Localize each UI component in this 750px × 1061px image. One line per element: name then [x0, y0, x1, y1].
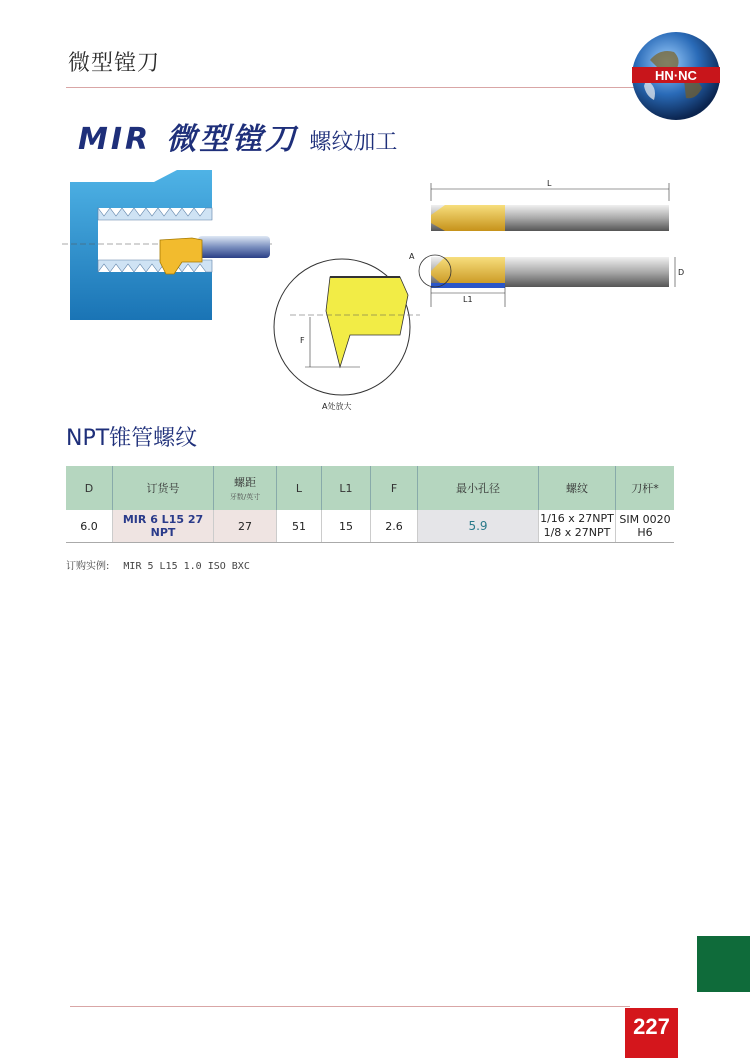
header-min-hole: 最小孔径	[418, 466, 539, 510]
cell-order-no: MIR 6 L15 27 NPT	[113, 510, 214, 543]
label-f: F	[300, 336, 305, 345]
tool-dimension-illustration	[405, 175, 695, 320]
cell-f: 2.6	[371, 510, 418, 543]
order-example-value: MIR 5 L15 1.0 ISO BXC	[123, 561, 250, 572]
globe-logo	[630, 30, 722, 122]
cell-thread	[539, 510, 616, 543]
detail-a-illustration	[270, 255, 420, 415]
header-order-no: 订货号	[113, 466, 214, 510]
label-d: D	[678, 268, 685, 277]
label-l: L	[547, 179, 552, 188]
header-pitch	[214, 466, 277, 510]
section-title: 微型镗刀	[68, 51, 161, 76]
logo-text: HN·NC	[655, 68, 697, 83]
cell-d: 6.0	[66, 510, 113, 543]
cell-min-hole: 5.9	[418, 510, 539, 543]
page-number: 227	[625, 1008, 678, 1058]
cell-shank: SIM 0020 H6	[616, 510, 675, 543]
cell-pitch: 27	[214, 510, 277, 543]
header-d: D	[66, 466, 113, 510]
detail-caption: A处放大	[322, 402, 352, 411]
thread-line-1: 1/16 x 27NPT	[540, 512, 614, 525]
model-name: MIR	[78, 122, 152, 157]
order-example	[66, 557, 250, 572]
table-row	[66, 510, 674, 543]
product-name: 微型镗刀	[166, 122, 299, 157]
label-l1: L1	[463, 295, 473, 304]
header-f: F	[371, 466, 418, 510]
cell-l: 51	[277, 510, 322, 543]
header-l1: L1	[322, 466, 371, 510]
thread-cross-section-illustration	[62, 170, 282, 320]
header-l: L	[277, 466, 322, 510]
header-shank: 刀杆*	[616, 466, 675, 510]
chapter-tab	[697, 936, 750, 992]
label-a: A	[409, 252, 415, 261]
table-header-row	[66, 466, 674, 510]
product-subtitle: 螺纹加工	[309, 130, 398, 155]
table-title: NPT锥管螺纹	[66, 426, 198, 451]
header-thread: 螺纹	[539, 466, 616, 510]
cell-l1: 15	[322, 510, 371, 543]
footer-rule	[70, 1006, 630, 1007]
thread-line-2: 1/8 x 27NPT	[543, 526, 611, 539]
order-example-label: 订购实例:	[66, 561, 110, 572]
main-title	[78, 114, 397, 158]
header-rule	[66, 87, 636, 88]
header-pitch-label: 螺距	[234, 476, 256, 489]
spec-table	[66, 466, 674, 543]
header-pitch-sub: 牙数/英寸	[229, 493, 261, 501]
